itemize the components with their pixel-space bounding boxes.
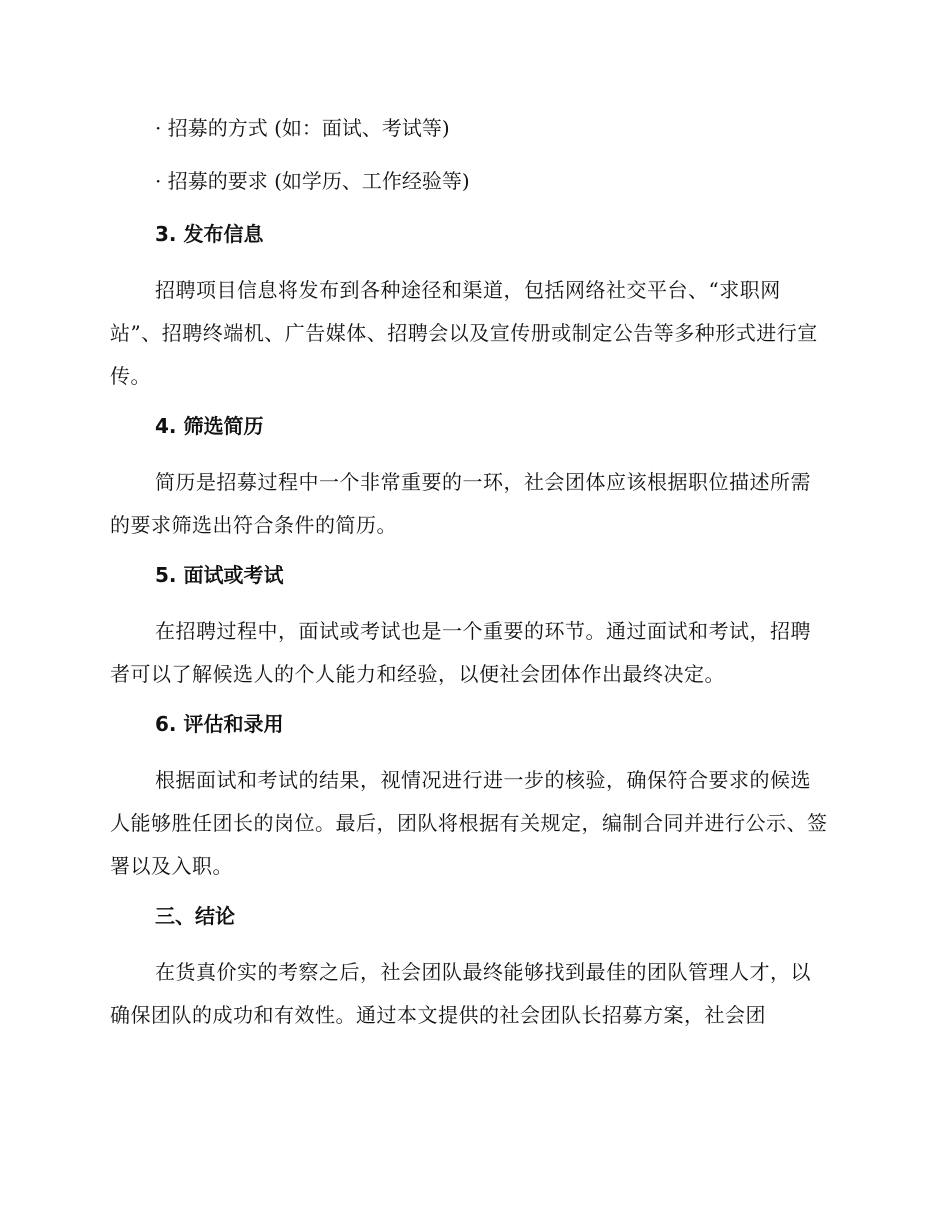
bullet-recruit-method: · 招募的方式 (如：面试、考试等)	[155, 116, 450, 140]
section-heading-conclusion: 三、结论	[155, 904, 235, 928]
section-paragraph-interview-exam: 在招聘过程中，面试或考试也是一个重要的环节。通过面试和考试，招聘者可以了解候选人的个人能力和经验，以便社会团体作出最终决定。	[110, 619, 811, 686]
section-paragraph-publish: 招聘项目信息将发布到各种途径和渠道，包括网络社交平台、“求职网站”、招聘终端机、广告媒体、招聘会以及宣传册或制定公告等多种形式进行宣传。	[110, 278, 818, 388]
document-page	[110, 110, 830, 1047]
section-paragraph-conclusion: 在货真价实的考察之后，社会团队最终能够找到最佳的团队管理人才，以确保团队的成功和有效性。通过本文提供的社会团队长招募方案，社会团	[110, 960, 811, 1027]
section-heading-interview-exam: 5. 面试或考试	[155, 563, 284, 587]
section-paragraph-evaluate-hire: 根据面试和考试的结果，视情况进行进一步的核验，确保符合要求的候选人能够胜任团长的岗位。最后，团队将根据有关规定，编制合同并进行公示、签署以及入职。	[110, 768, 828, 878]
section-heading-screen-resumes: 4. 筛选简历	[155, 414, 264, 438]
bullet-recruit-requirements: · 招募的要求 (如学历、工作经验等)	[155, 169, 470, 193]
section-heading-publish: 3. 发布信息	[155, 222, 264, 246]
section-heading-evaluate-hire: 6. 评估和录用	[155, 712, 284, 736]
section-paragraph-screen-resumes: 简历是招募过程中一个非常重要的一环，社会团体应该根据职位描述所需的要求筛选出符合条件的简历。	[110, 470, 811, 537]
